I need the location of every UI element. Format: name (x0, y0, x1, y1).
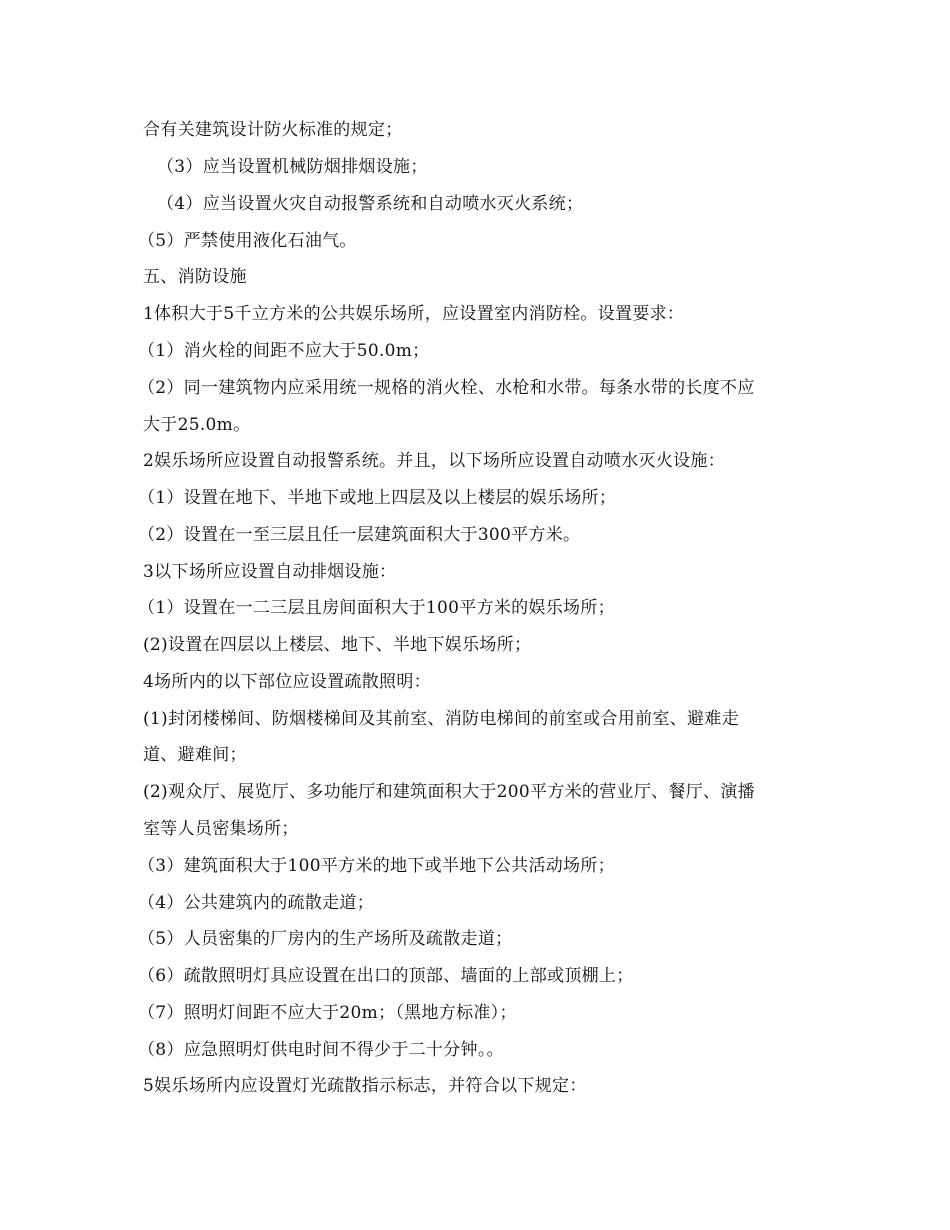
text-line: 合有关建筑设计防火标准的规定； (143, 120, 403, 140)
text-line: （1）设置在地下、半地下或地上四层及以上楼层的娱乐场所； (138, 488, 617, 508)
text-line: （2）同一建筑物内应采用统一规格的消火栓、水枪和水带。每条水带的长度不应 (138, 378, 755, 398)
text-line: （1）设置在一二三层且房间面积大于100平方米的娱乐场所； (138, 598, 615, 618)
text-line: （1）消火栓的间距不应大于50.0m； (138, 341, 430, 361)
text-line: （4）应当设置火灾自动报警系统和自动喷水灭火系统； (157, 194, 584, 214)
text-line: （5）严禁使用液化石油气。 (138, 231, 357, 251)
text-line: （3）建筑面积大于100平方米的地下或半地下公共活动场所； (138, 856, 615, 876)
section-heading: 五、消防设施 (143, 267, 247, 287)
text-line: 2娱乐场所应设置自动报警系统。并且，以下场所应设置自动喷水灭火设施： (143, 451, 726, 471)
text-line: 3以下场所应设置自动排烟设施： (143, 562, 397, 582)
text-line: （3）应当设置机械防烟排烟设施； (157, 157, 428, 177)
text-line: （6）疏散照明灯具应设置在出口的顶部、墙面的上部或顶棚上； (138, 966, 634, 986)
text-line: (1)封闭楼梯间、防烟楼梯间及其前室、消防电梯间的前室或合用前室、避难走 (143, 709, 739, 729)
text-line: 4场所内的以下部位应设置疏散照明： (143, 672, 431, 692)
text-line: （8）应急照明灯供电时间不得少于二十分钟。。 (138, 1040, 504, 1060)
text-line: 1体积大于5千立方米的公共娱乐场所，应设置室内消防栓。设置要求： (143, 304, 685, 324)
text-line: （7）照明灯间距不应大于20m；（黑地方标准）； (138, 1003, 517, 1023)
text-line: 大于25.0m。 (143, 415, 251, 435)
text-line: （5）人员密集的厂房内的生产场所及疏散走道； (138, 929, 513, 949)
text-line: 5娱乐场所内应设置灯光疏散指示标志，并符合以下规定： (143, 1076, 587, 1096)
text-line: (2)设置在四层以上楼层、地下、半地下娱乐场所； (143, 635, 532, 655)
text-line: 室等人员密集场所； (143, 819, 299, 839)
text-line: (2)观众厅、展览厅、多功能厅和建筑面积大于200平方米的营业厅、餐厅、演播 (143, 782, 755, 802)
text-line: （4）公共建筑内的疏散走道； (138, 893, 375, 913)
text-line: 道、避难间； (143, 745, 247, 765)
text-line: （2）设置在一至三层且任一层建筑面积大于300平方米。 (138, 525, 581, 545)
